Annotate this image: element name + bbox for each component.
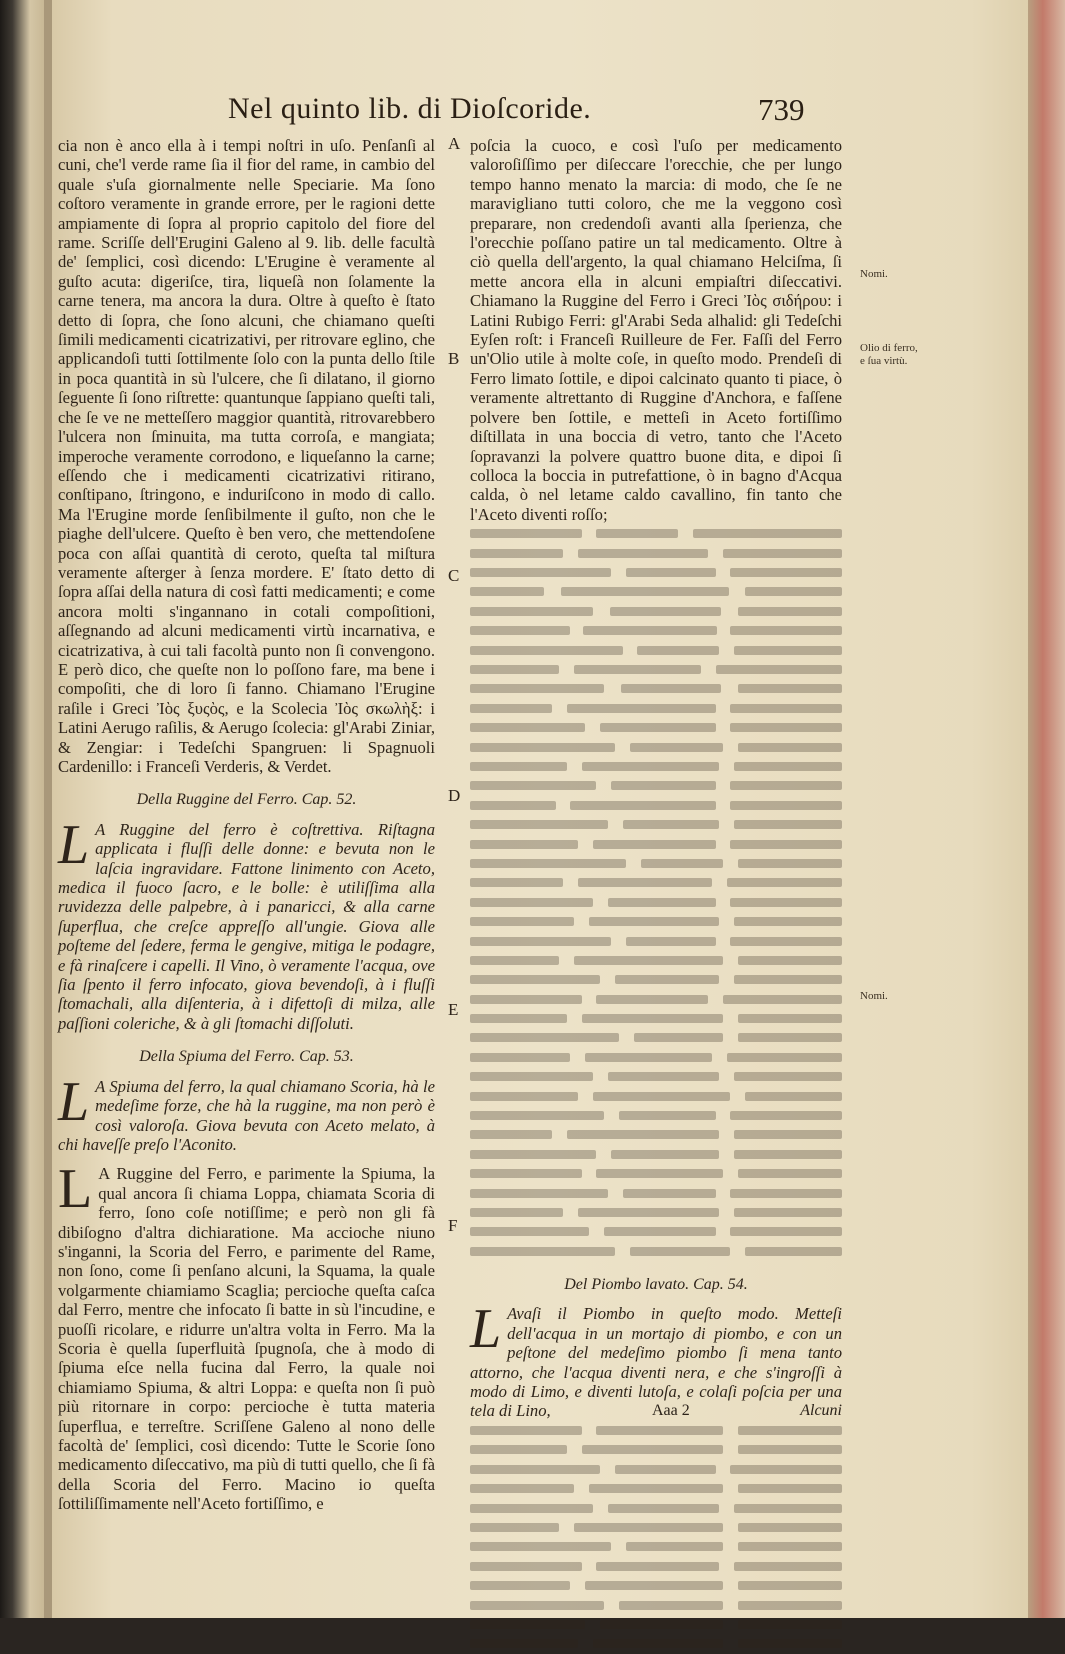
left-column	[58, 136, 435, 1514]
page-edge	[1028, 0, 1065, 1618]
drop-cap: L	[470, 1298, 502, 1361]
right-paragraph-1: poſcia la cuoco, e così l'uſo per medicamento valoroſiſſimo per diſeccare l'orecchie, che per lungo tempo hanno menato la marcia: di modo, che ſe ne maravigliano tutti coloro, che me la veggono così preparare, non credendoſi avanti alla ſperienza, che l'orecchie poſſano patire un tal medicamento. Oltre à ciò quella dell'argento, la qual chiamano Helciſma, ſi mette ancora ella in alcuni empiaſtri diſeccativi. Chiamano la Ruggine del Ferro i Greci Ἰὸς σιδήρου: i Latini Rubigo Ferri: gl'Arabi Seda alhalid: gli Tedeſchi Eyſen roſt: i Franceſi Ruilleure de Fer. Faſſi del Ferro un'Olio utile à molte coſe, in queſto modo. Prendeſi di Ferro limato ſottile, e dipoi calcinato quanto ti piace, ò veramente altrettanto di Ruggine d'Anchora, e faſſene polvere ben ſottile, e metteſi in Aceto fortiſſimo diſtillata in una boccia di vetro, tanto che l'Aceto ſopravanzi la polvere quattro buone dita, e dipoi ſi colloca la boccia in putrefattione, ò in bagno d'Acqua calda, ò nel letame caldo cavallino, fin tanto che l'Aceto diventi roſſo;	[470, 136, 842, 524]
margin-note-nomi-2: Nomi.	[860, 990, 888, 1002]
commentary-text	[58, 1158, 435, 1514]
chapter-52-title: Della Ruggine del Ferro. Cap. 52.	[136, 791, 357, 809]
chapter-52-body: A Ruggine del ferro è coſtrettiva. Riſtagna applicata i fluſſi delle donne: e bevuta non le laſcia ingravidare. Fattone linimento con Aceto, medica il fuoco ſacro, e le bolle: è utiliſſima alla ruvidezza delle palpebre, à i panaricci, & alla carne ſuperflua, che creſce appreſſo all'ungie. Giova alle poſteme del ſedere, ferma le gengive, mitiga le podagre, e fà rinaſcere i capelli. Il Vino, ò veramente l'acqua, ove ſia ſpento il ferro infocato, giova bevendoſi, à i fluſſi ſtomachali, alla diſenteria, à i difettoſi di milza, alle paſſioni coleriche, & à gli ſtomachi diſſoluti.	[58, 819, 435, 1033]
right-paragraph-continuation	[470, 524, 842, 1261]
section-marker-c: C	[448, 566, 460, 585]
section-marker-e: E	[448, 1000, 459, 1019]
chapter-54-continuation	[470, 1421, 842, 1654]
section-marker-a: A	[448, 134, 461, 153]
drop-cap: L	[58, 1158, 93, 1221]
section-marker-b: B	[448, 349, 460, 368]
commentary-body: A Ruggine del Ferro, e parimente la Spiuma, la qual ancora ſi chiama Loppa, chiamata Scoria di ferro, ſono coſe notiſſime; e però non gli fà dibiſogno d'altra dichiaratione. Ma accioche niuno s'inganni, la Scoria del Ferro, e parimente del Rame, non ſono, come ſi penſano alcuni, la Squama, la quale volgarmente chiamiamo Scaglia; percioche queſta caſca dal Ferro, mentre che infocato ſi batte in sù l'incudine, e puoſſi ricolare, e ridurre un'altra volta in Ferro. Ma la Scoria è quella ſuperfluità ſpugnoſa, che à modo di ſpiuma eſce nella fucina dal Ferro, la quale noi chiamiamo Spiuma, & altri Loppa: e queſta non ſi può più ritornare in corpo: percioche è tutta materia ſuperflua, e terreſtre. Scriſſene Galeno al nono delle facoltà de' ſemplici, così dicendo: Tutte le Scorie ſono medicamento diſeccativo, ma più di tutti quello, che ſi fà della Scoria del Ferro. Macino io queſta ſottiliſſimamente nell'Aceto fortiſſimo, e	[58, 1164, 435, 1514]
chapter-53-title: Della Spiuma del Ferro. Cap. 53.	[139, 1048, 354, 1066]
left-paragraph-1: cia non è anco ella à i tempi noſtri in uſo. Penſanſi al cuni, che'l verde rame ſia il fior del rame, in cambio del quale s'uſa giornalmente nelle Speciarie. Ma ſono coſtoro veramente in grande errore, per le ragioni dette ampiamente di ſopra al proprio capitolo del fiore del rame. Scriſſe dell'Erugini Galeno al 9. lib. delle facultà de' ſemplici, così dicendo: L'Erugine è veramente al guſto acuta: digeriſce, tira, liqueſà non ſolamente la carne tenera, ma ancora la dura. Oltre à queſto è ſtato detto di ſopra, che ſono alcuni, che chiamano queſti ſimili medicamenti cicatrizativi, per ritrovare eglino, che applicandoſi tutti ſottilmente ſolo con la punta dello ſtile in poca quantità in sù l'ulcere, che ſi dilatano, il giorno ſeguente ſi ſono riſtrette: quantunque ſappiano queſti tali, che ſe ve ne metteſſero maggior quantità, ritrovarebbero l'ulcera non ſminuita, ma tutta corroſa, e mangiata; imperoche veramente corrodono, e liqueſanno la carne; eſſendo che i medicamenti cicatrizativi ritirano, conſtipano, ſtringono, e induriſcono in modo di callo. Ma l'Erugine morde ſenſibilmente il guſto, non che le piaghe dell'ulcere. Queſto è ben vero, che mettendoſene poca con aſſai quantità di ceroto, queſta tal miſtura veramente aſterger à ſenza mordere. E' ſtato detto di ſopra aſſai della natura di così fatti medicamenti; e come ancora molti s'ingannano in cotali compoſitioni, aſſegnando ad alcuni medicamenti virtù incarnativa, e cicatrizativa, à cui tali facoltà punto non ſi convengono. E però dico, che queſte non lo poſſono fare, ma bene i compoſiti, che di loro ſi fanno. Chiamano l'Erugine raſile i Greci Ἰὸς ξυςὸς, e la Scolecia Ἰὸς σκωλὴξ: i Latini Aerugo raſilis, & Aerugo ſcolecia: gl'Arabi Ziniar, & Zengiar: i Tedeſchi Spangruen: li Spagnuoli Cardenillo: i Franceſi Verderis, & Verdet.	[58, 136, 435, 776]
margin-note-nomi: Nomi.	[860, 268, 888, 280]
running-head: Nel quinto lib. di Dioſcoride.	[228, 92, 592, 125]
drop-cap: L	[58, 1070, 90, 1133]
chapter-54-body: Avaſi il Piombo in queſto modo. Metteſi dell'acqua in un mortajo di piombo, e con un peſtone del medeſimo piombo ſi mena tanto attorno, che l'acqua diventi nera, e che s'ingroſſi à modo di Limo, e diventi lutoſa, e colaſi poſcia per una tela di Lino,	[470, 1304, 842, 1421]
drop-cap: L	[58, 813, 90, 876]
right-column	[470, 136, 842, 1654]
section-marker-d: D	[448, 786, 461, 805]
section-marker-f: F	[448, 1216, 458, 1235]
signature-line	[652, 1402, 842, 1420]
page-number: 739	[758, 92, 805, 127]
chapter-53-body: A Spiuma del ferro, la qual chiamano Scoria, hà le medeſime forze, che hà la ruggine, ma non però è così valoroſa. Giova bevuta con Aceto melato, à chi haveſſe preſo l'Aconito.	[58, 1076, 435, 1154]
catchword: Alcuni	[800, 1402, 842, 1419]
book-gutter	[0, 0, 50, 1618]
chapter-52-text	[58, 813, 435, 1033]
signature-mark: Aaa 2	[652, 1402, 690, 1419]
chapter-54-title: Del Piombo lavato. Cap. 54.	[564, 1275, 748, 1293]
chapter-53-text	[58, 1070, 435, 1155]
margin-note-olio: Olio di ferro, e ſua virtù.	[860, 342, 918, 367]
